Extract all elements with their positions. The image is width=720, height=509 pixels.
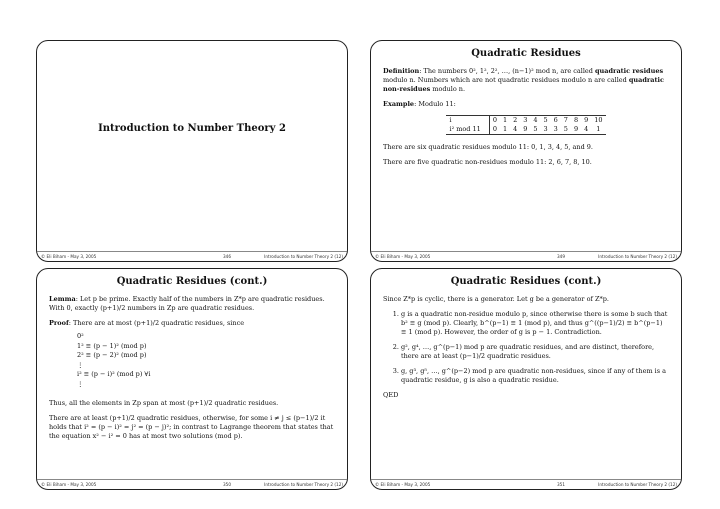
list-item: 1. g is a quadratic non-residue modulo p, since otherwise there is some b such that b² ≡ g (mod p). Clearly, b^(p−1) ≡ 1 (mod p), and thus g^((p−1)/2) ≡ b^(p−1) ≡ 1 (mod p). However, the order of g is p − 1. Contradiction.: [401, 310, 669, 337]
table-cell: 4: [510, 125, 520, 135]
lemma-label: Lemma: [49, 295, 76, 303]
intro-paragraph: Since Z*p is cyclic, there is a generator. Let g be a generator of Z*p.: [383, 295, 609, 303]
table-cell: 3: [520, 116, 530, 126]
thus-paragraph: Thus, all the elements in Zp span at most (p+1)/2 quadratic residues.: [49, 399, 279, 407]
equation-dots: ⋮: [77, 379, 84, 388]
residue-table: [446, 115, 605, 135]
example-paragraph: [383, 100, 669, 109]
table-cell: 1: [500, 116, 510, 126]
equation-line: 0²: [77, 332, 84, 340]
table-cell: 1: [591, 125, 605, 135]
example-label: Example: [383, 100, 415, 108]
proof-text: : There are at most (p+1)/2 quadratic residues, since: [68, 319, 245, 327]
footer-running-title: Introduction to Number Theory 2 (12): [598, 254, 677, 259]
equation-block: [77, 332, 335, 389]
table-row-label: i: [446, 116, 489, 126]
slide-1: [36, 40, 348, 262]
table-cell: 0: [489, 125, 500, 135]
table-cell: 2: [510, 116, 520, 126]
residues-line: There are six quadratic residues modulo 11: 0, 1, 3, 4, 5, and 9.: [383, 143, 593, 151]
slide-title: Introduction to Number Theory 2: [98, 123, 286, 134]
equation-dots: ⋮: [77, 360, 84, 369]
table-cell: 9: [581, 116, 591, 126]
table-row-label: i² mod 11: [446, 125, 489, 135]
footer-author: © Eli Biham - May 3, 2005: [41, 254, 97, 259]
definition-text: modulo n. Numbers which are not quadratic residues modulo n are called: [383, 76, 629, 84]
table-cell: 4: [530, 116, 540, 126]
equation-line: i² ≡ (p − i)² (mod p) ∀i: [77, 370, 151, 378]
definition-term: quadratic non-residues: [383, 76, 664, 93]
definition-label: Definition: [383, 67, 420, 75]
slide-body: [49, 295, 335, 447]
table-row: [446, 116, 605, 126]
conclusion-paragraph: There are at least (p+1)/2 quadratic residues, otherwise, for some i ≠ j ≤ (p−1)/2 it holds that i² = (p − i)² = j² = (p − j)²; in contrast to Lagrange theorem that states that the equation x² − i² = 0 has at most two solutions (mod p).: [49, 414, 334, 440]
table-cell: 5: [530, 125, 540, 135]
equation-line: 2² ≡ (p − 2)² (mod p): [77, 351, 147, 359]
table-cell: 3: [541, 125, 551, 135]
table-cell: 1: [500, 125, 510, 135]
slide-footer: [371, 251, 681, 261]
list-item: 3. g, g³, g⁵, …, g^(p−2) mod p are quadratic non-residues, since if any of them is a quadratic residue, g is also a quadratic residue.: [401, 367, 669, 385]
footer-page: 346: [223, 254, 231, 259]
slide-title: Quadratic Residues (cont.): [116, 276, 268, 287]
slide-4: [370, 268, 682, 490]
table-cell: 8: [571, 116, 581, 126]
equation-line: 1² ≡ (p − 1)² (mod p): [77, 341, 147, 350]
slide-body: [383, 295, 669, 406]
footer-author: © Eli Biham - May 3, 2005: [375, 482, 431, 487]
footer-author: © Eli Biham - May 3, 2005: [41, 482, 97, 487]
footer-page: 350: [223, 482, 231, 487]
non-residues-line: There are five quadratic non-residues modulo 11: 2, 6, 7, 8, 10.: [383, 158, 592, 166]
lemma-paragraph: [49, 295, 335, 313]
slide-title: Quadratic Residues: [471, 48, 581, 59]
slide-3: [36, 268, 348, 490]
footer-author: © Eli Biham - May 3, 2005: [375, 254, 431, 259]
slide-body: [383, 67, 669, 173]
footer-running-title: Introduction to Number Theory 2 (12): [264, 254, 343, 259]
slide-footer: [37, 251, 347, 261]
table-cell: 9: [520, 125, 530, 135]
table-cell: 3: [551, 125, 561, 135]
footer-page: 351: [557, 482, 565, 487]
table-cell: 7: [561, 116, 571, 126]
table-row: [446, 125, 605, 135]
example-text: : Modulo 11:: [414, 100, 456, 108]
footer-running-title: Introduction to Number Theory 2 (12): [598, 482, 677, 487]
lemma-text: : Let p be prime. Exactly half of the numbers in Z*p are quadratic residues. With 0, exactly (p+1)/2 numbers in Zp are quadratic residues.: [49, 295, 325, 312]
table-cell: 5: [541, 116, 551, 126]
footer-running-title: Introduction to Number Theory 2 (12): [264, 482, 343, 487]
footer-page: 349: [557, 254, 565, 259]
definition-text: : The numbers 0², 1², 2², …, (n−1)² mod n, are called: [419, 67, 596, 75]
slide-footer: [37, 479, 347, 489]
proof-list: [383, 310, 669, 385]
table-cell: 9: [571, 125, 581, 135]
definition-paragraph: [383, 67, 669, 94]
slide-footer: [371, 479, 681, 489]
table-cell: 0: [489, 116, 500, 126]
definition-text: modulo n.: [430, 85, 466, 93]
proof-label: Proof: [49, 319, 69, 327]
table-cell: 5: [561, 125, 571, 135]
list-item: 2. g², g⁴, …, g^(p−1) mod p are quadratic residues, and are distinct, therefore, there are at least (p−1)/2 quadratic residues.: [401, 343, 669, 361]
slide-2: [370, 40, 682, 262]
proof-paragraph: [49, 319, 335, 328]
slide-title: Quadratic Residues (cont.): [450, 276, 602, 287]
table-cell: 10: [591, 116, 605, 126]
qed-marker: QED: [383, 391, 399, 399]
table-cell: 4: [581, 125, 591, 135]
definition-term: quadratic residues: [595, 67, 664, 75]
table-cell: 6: [551, 116, 561, 126]
